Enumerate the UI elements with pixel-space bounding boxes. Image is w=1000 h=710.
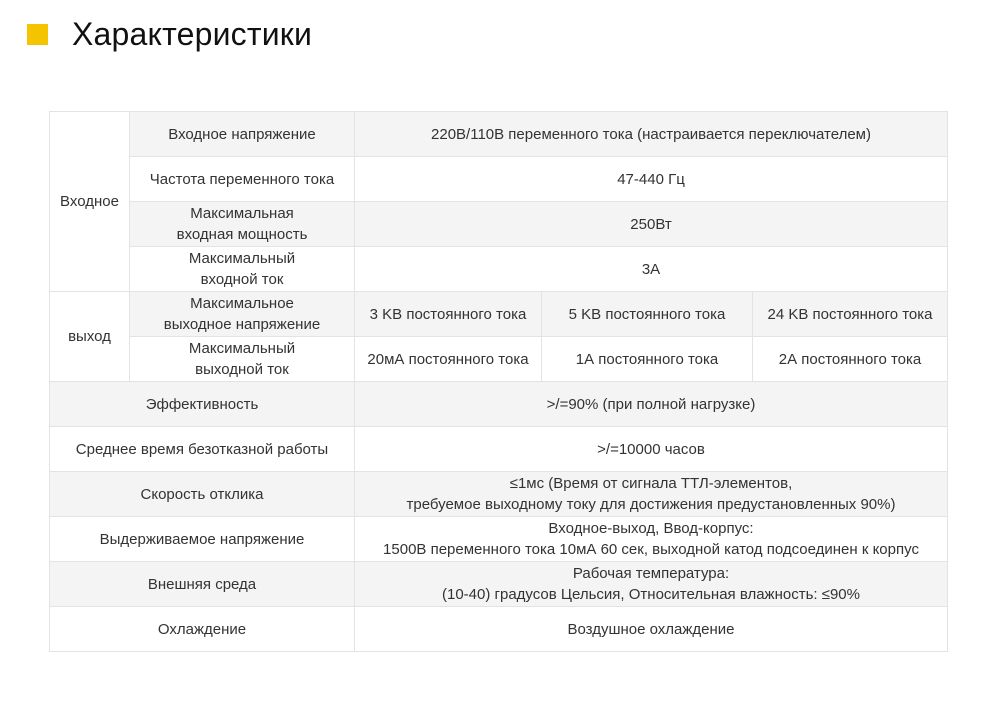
table-row <box>50 562 948 607</box>
mtbf-value: >/=10000 часов <box>355 427 948 472</box>
table-row <box>50 247 948 292</box>
environment-value <box>355 562 948 607</box>
mtbf-label: Среднее время безотказной работы <box>50 427 355 472</box>
max-output-current-label-line1: Максимальный <box>188 340 296 357</box>
max-input-power-label-line2: входная мощность <box>176 226 308 243</box>
max-output-voltage-value-3kv: 3 KВ постоянного тока <box>355 292 542 337</box>
max-input-power-value: 250Вт <box>355 202 948 247</box>
max-output-voltage-value-24kv: 24 KВ постоянного тока <box>753 292 948 337</box>
page-title: Характеристики <box>72 15 313 52</box>
efficiency-label: Эффективность <box>50 382 355 427</box>
group-input-label: Входное <box>50 112 130 292</box>
table-row <box>50 382 948 427</box>
max-output-voltage-value-5kv: 5 KВ постоянного тока <box>542 292 753 337</box>
withstand-voltage-value-line2: 1500В переменного тока 10мА 60 сек, выходной катод подсоединен к корпус <box>383 541 919 558</box>
environment-value-line1: Рабочая температура: <box>572 565 730 582</box>
response-speed-value <box>355 472 948 517</box>
max-output-voltage-label-line2: выходное напряжение <box>163 316 321 333</box>
group-output-label: выход <box>50 292 130 382</box>
ac-frequency-value: 47-440 Гц <box>355 157 948 202</box>
environment-value-line2: (10-40) градусов Цельсия, Относительная влажность: ≤90% <box>442 586 860 603</box>
max-output-current-value-1a: 1А постоянного тока <box>542 337 753 382</box>
table-row <box>50 427 948 472</box>
ac-frequency-label: Частота переменного тока <box>130 157 355 202</box>
cooling-value: Воздушное охлаждение <box>355 607 948 652</box>
table-row <box>50 292 948 337</box>
withstand-voltage-label: Выдерживаемое напряжение <box>50 517 355 562</box>
cooling-label: Охлаждение <box>50 607 355 652</box>
response-speed-value-line1: ≤1мс (Время от сигнала ТТЛ-элементов, <box>509 475 793 492</box>
spec-table <box>49 111 948 652</box>
max-output-voltage-label <box>130 292 355 337</box>
max-output-current-value-2a: 2А постоянного тока <box>753 337 948 382</box>
withstand-voltage-value <box>355 517 948 562</box>
max-input-current-label-line2: входной ток <box>200 271 284 288</box>
input-voltage-label: Входное напряжение <box>130 112 355 157</box>
environment-label: Внешняя среда <box>50 562 355 607</box>
max-output-current-label <box>130 337 355 382</box>
table-row <box>50 202 948 247</box>
title-marker-icon <box>27 24 48 45</box>
max-input-power-label <box>130 202 355 247</box>
max-output-current-value-20ma: 20мА постоянного тока <box>355 337 542 382</box>
max-input-power-label-line1: Максимальная <box>190 205 294 222</box>
efficiency-value: >/=90% (при полной нагрузке) <box>355 382 948 427</box>
response-speed-label: Скорость отклика <box>50 472 355 517</box>
max-input-current-label <box>130 247 355 292</box>
withstand-voltage-value-line1: Входное-выход, Ввод-корпус: <box>548 520 754 537</box>
table-row <box>50 472 948 517</box>
max-input-current-value: 3А <box>355 247 948 292</box>
page-header <box>27 14 312 54</box>
table-row <box>50 112 948 157</box>
table-row <box>50 517 948 562</box>
max-output-voltage-label-line1: Максимальное <box>190 295 294 312</box>
table-row <box>50 157 948 202</box>
table-row <box>50 337 948 382</box>
max-output-current-label-line2: выходной ток <box>195 361 289 378</box>
max-input-current-label-line1: Максимальный <box>188 250 296 267</box>
response-speed-value-line2: требуемое выходному току для достижения предустановленных 90%) <box>406 496 896 513</box>
table-row <box>50 607 948 652</box>
input-voltage-value: 220В/110В переменного тока (настраивается переключателем) <box>355 112 948 157</box>
